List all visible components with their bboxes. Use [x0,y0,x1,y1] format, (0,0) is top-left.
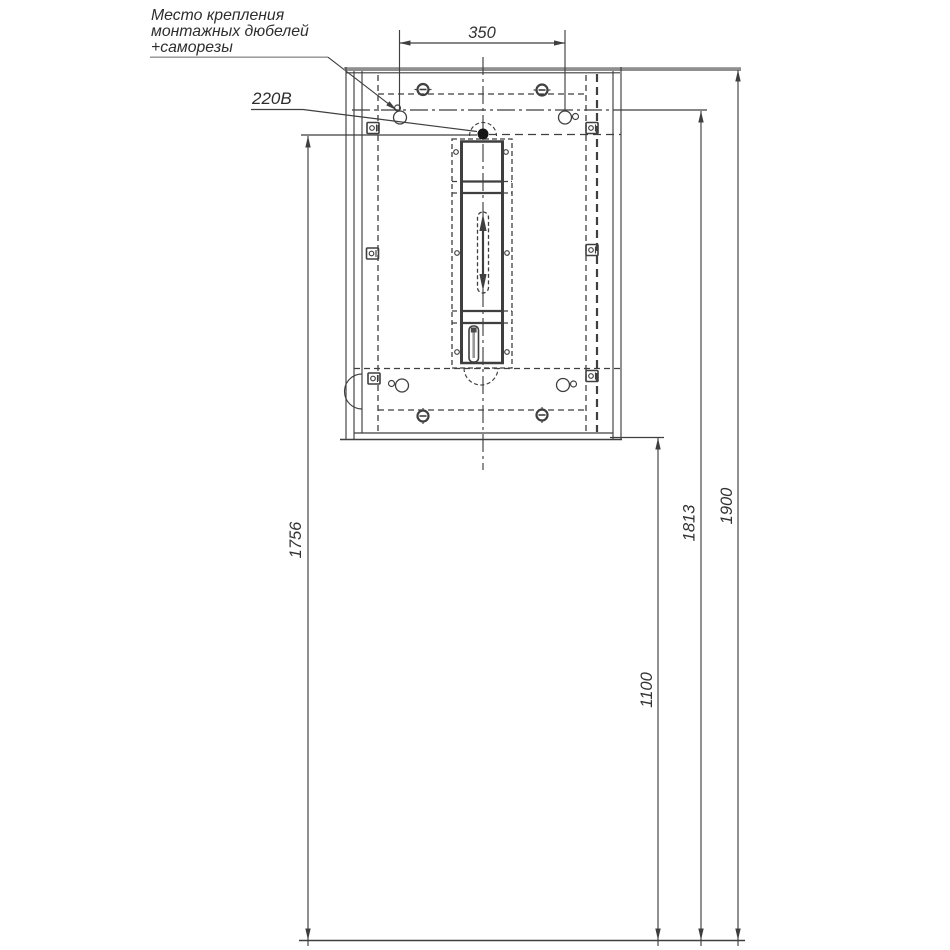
keyhole-tab [571,381,577,387]
dim-1100-arrow-top [655,438,660,450]
dim-1813 [620,110,707,940]
dim-1900-label: 1900 [717,487,736,525]
power-label: 220В [252,89,292,108]
clip-pin [371,376,376,381]
dim-1756-arrow-top [305,136,310,148]
power-connection [251,89,497,140]
keyhole-circle [559,111,572,124]
keyhole-bottom-left [389,379,409,392]
dim-1756-arrow-bottom [305,929,310,941]
dim-350-arrow-left [400,40,411,45]
clip-top-left [367,123,379,134]
dim-1813-label: 1813 [680,504,699,542]
cabinet-top-edge [344,67,741,71]
dim-1756 [287,135,477,940]
channel-screw [504,150,509,155]
centerlines [352,57,621,470]
clip-pin [369,251,374,256]
cable-arc-bottom [464,368,498,385]
back-panel-dashed [354,75,620,432]
clip-pin [370,126,375,131]
keyhole-circle [557,379,570,392]
clip-body [367,123,379,134]
keyhole-top-right [559,111,579,124]
channel-screw [454,150,459,155]
center-channel [452,139,512,385]
dim-1100-label: 1100 [637,672,656,708]
note-text-line1: Место крепления [151,7,285,24]
dim-350-label: 350 [468,24,496,42]
adjustment-arrow-up [479,214,486,231]
keyhole-tab [573,114,579,120]
keyhole-circle [396,379,409,392]
dim-1756-label: 1756 [286,521,305,559]
clip-pin [589,126,594,131]
dim-1900 [718,70,741,940]
power-dot [478,129,489,140]
dim-1813-arrow-top [698,111,703,123]
note-text-line2: монтажных дюбелей [151,23,309,40]
keyhole-bottom-right [557,379,577,392]
lower-slot-cap [471,328,477,333]
power-leader-line [303,110,477,132]
adjustment-arrow-down [479,274,486,291]
channel-screw [455,251,460,256]
floor [299,940,745,946]
channel-screw [455,350,460,355]
dim-350-arrow-right [554,40,565,45]
channel-screw [505,350,510,355]
clip-mid-left [367,248,379,259]
dim-1813-arrow-bottom [698,929,703,941]
note-text-line3: +саморезы [151,39,233,56]
keyhole-tab [389,381,395,387]
clip-pin [589,374,594,379]
clip-pin [589,248,594,253]
dim-1900-arrow-top [735,70,740,82]
dim-1100 [610,438,664,941]
dim-1900-arrow-bottom [735,929,740,941]
cabinet-body [340,67,741,440]
dim-1100-arrow-bottom [655,929,660,941]
clip-body [367,248,379,259]
channel-screw [505,251,510,256]
